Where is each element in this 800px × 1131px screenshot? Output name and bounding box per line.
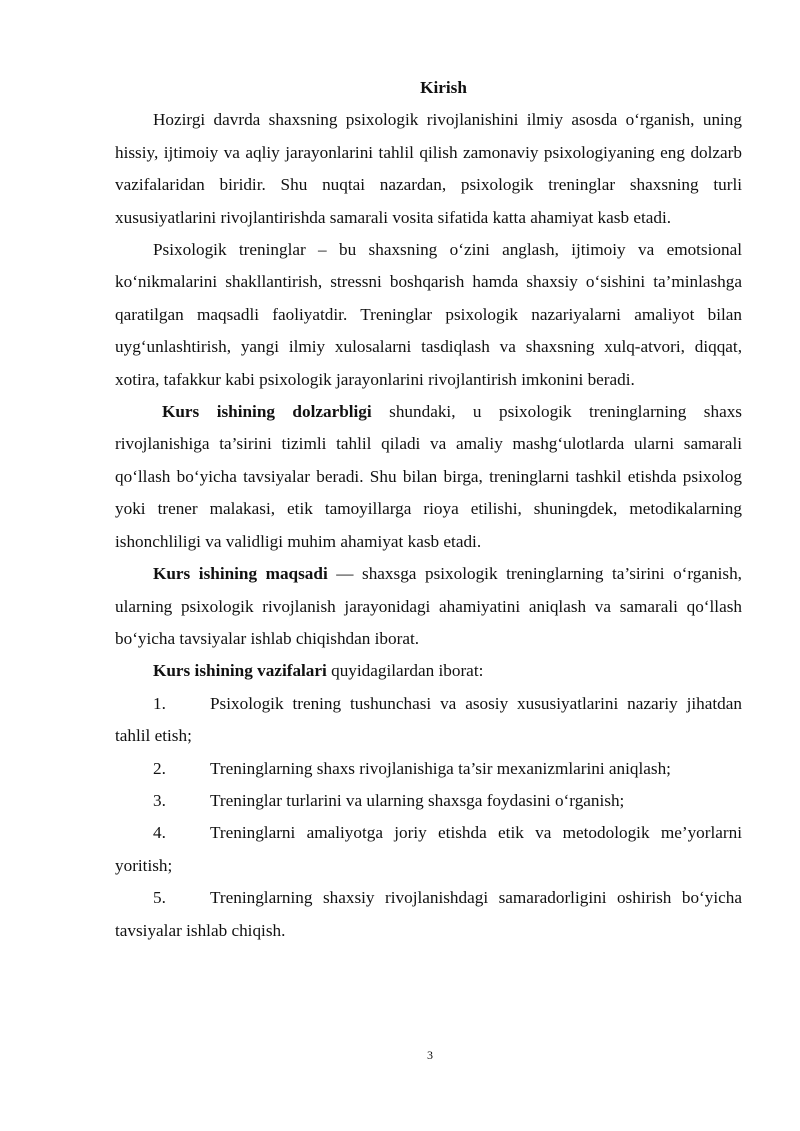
- goal-text: — shaxsga psixologik treninglarning ta’sirini o‘rganish, ularning psixologik rivojlanish jarayonidagi ahamiyatini aniqlash va samarali qo‘llash bo‘yicha tavsiyalar ishlab chiqishdan iborat.: [115, 564, 742, 648]
- list-item-number: 1.: [153, 693, 166, 713]
- list-item-text: Treninglarning shaxsiy rivojlanishdagi samaradorligini oshirish bo‘yicha tavsiyalar ishlab chiqish.: [115, 888, 742, 940]
- list-item-number: 4.: [153, 823, 166, 843]
- list-item-text: Treninglarning shaxs rivojlanishiga ta’sir mexanizmlarini aniqlash;: [210, 758, 671, 778]
- tasks-heading: Kurs ishining vazifalari: [153, 661, 327, 681]
- paragraph-trainings: Psixologik treninglar – bu shaxsning o‘zini anglash, ijtimoiy va emotsional ko‘nikmalarini shakllantirish, stressni boshqarish hamda shaxsiy o‘sishini ta’minlashga qaratilgan maqsadli faoliyatdir. Treninglar psixologik nazariyalarni amaliyot bilan uyg‘unlashtirish, yangi ilmiy xulosalarni tasdiqlash va shaxsning xulq-atvori, diqqat, xotira, tafakkur kabi psixologik jarayonlarini rivojlantirish imkonini beradi.: [115, 240, 742, 389]
- list-item: [115, 817, 742, 882]
- list-item: [115, 882, 742, 947]
- paragraph-goal: [115, 558, 742, 655]
- list-item-number: 5.: [153, 888, 166, 908]
- paragraph-intro: Hozirgi davrda shaxsning psixologik rivojlanishini ilmiy asosda o‘rganish, uning hissiy, ijtimoiy va aqliy jarayonlarini tahlil qilish zamonaviy psixologiyaning eng dolzarb vazifalaridan biridir. Shu nuqtai nazardan, psixologik treninglar shaxsning turli xususiyatlarini rivojlantirishda samarali vosita sifatida katta ahamiyat kasb etadi.: [115, 110, 742, 227]
- list-item-text: Treninglarni amaliyotga joriy etishda etik va metodologik me’yorlarni yoritish;: [115, 823, 742, 875]
- list-item: [115, 753, 742, 785]
- document-page: [115, 72, 742, 947]
- paragraph-tasks-intro: [115, 655, 742, 687]
- paragraph-relevance: [115, 396, 742, 558]
- goal-heading: Kurs ishining maqsadi: [153, 564, 328, 584]
- list-item: [115, 785, 742, 817]
- page-number: 3: [427, 1048, 433, 1062]
- section-title: Kirish: [420, 78, 467, 97]
- tasks-list: [115, 688, 742, 947]
- tasks-intro-text: quyidagilardan iborat:: [326, 661, 484, 681]
- relevance-text: shundaki, u psixologik treninglarning shaxs rivojlanishiga ta’sirini tizimli tahlil qiladi va amaliy mashg‘ulotlarda ularni samarali qo‘llash bo‘yicha tavsiyalar beradi. Shu bilan birga, treninglarni tashkil etishda psixolog yoki trener malakasi, etik tamoyillarga rioya etilishi, shuningdek, metodikalarning ishonchliligi va validligi muhim ahamiyat kasb etadi.: [115, 402, 742, 551]
- list-item-number: 2.: [153, 758, 166, 778]
- list-item: [115, 688, 742, 753]
- list-item-text: Treninglar turlarini va ularning shaxsga foydasini o‘rganish;: [210, 790, 625, 810]
- list-item-text: Psixologik trening tushunchasi va asosiy xususiyatlarini nazariy jihatdan tahlil etish;: [115, 693, 742, 746]
- list-item-number: 3.: [153, 790, 166, 810]
- relevance-heading: Kurs ishining dolzarbligi: [162, 402, 372, 422]
